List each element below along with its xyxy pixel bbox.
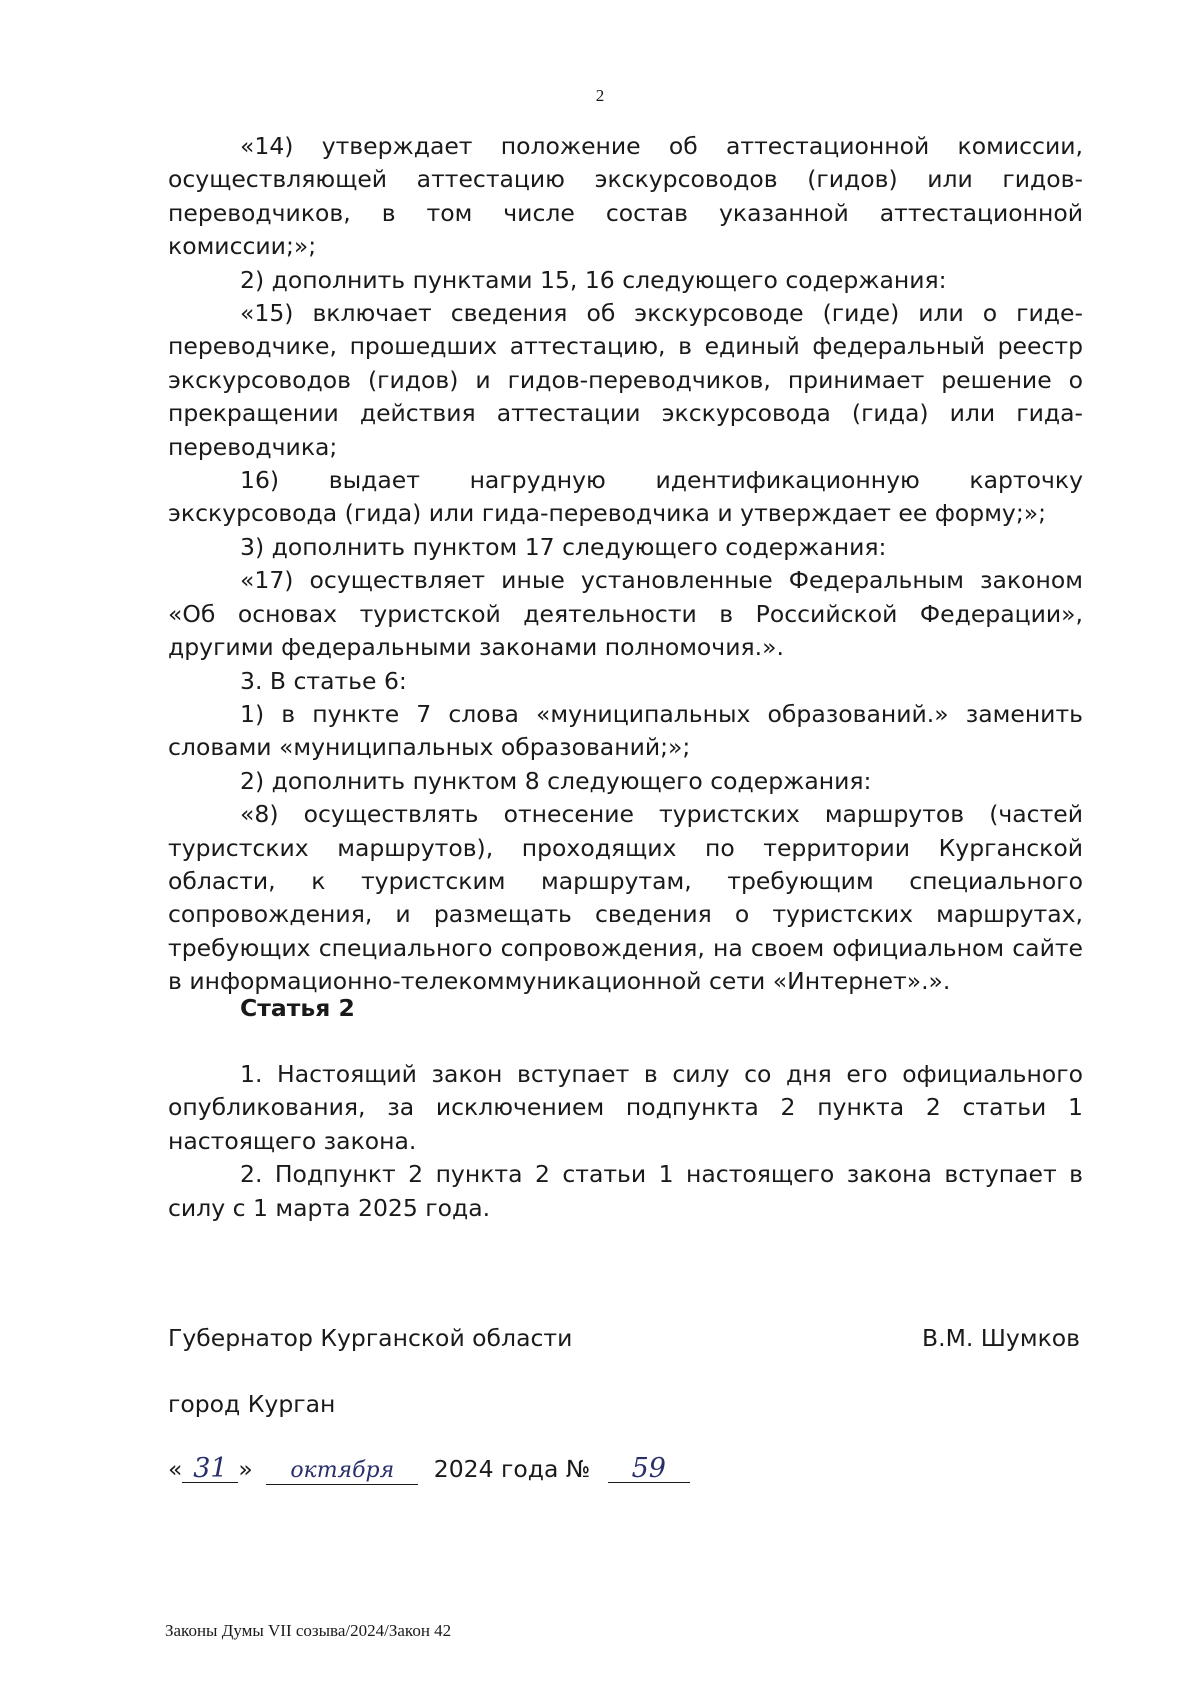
paragraph: «14) утверждает положение об аттестационной комиссии, осуществляющей аттестацию экскурсоводов (гидов) или гидов-переводчиков, в том числе состав указанной аттестационной комиссии;»; — [168, 132, 1083, 261]
paragraph: «17) осуществляет иные установленные Федеральным законом «Об основах туристской деятельности в Российской Федерации», другими федеральными законами полномочия.». — [168, 566, 1083, 662]
date-day-handwritten: 31 — [182, 1456, 238, 1483]
paragraph: 2) дополнить пунктами 15, 16 следующего содержания: — [240, 265, 947, 294]
date-line — [168, 1455, 690, 1485]
paragraph: «8) осуществлять отнесение туристских маршрутов (частей туристских маршрутов), проходящих по территории Курганской области, к туристским маршрутам, требующим специального сопровождения, и размещать сведения о туристских маршрутах, требующих специального сопровождения, на своем официальном сайте в информационно-телекоммуникационной сети «Интернет».». — [168, 800, 1083, 996]
paragraph: 1) в пункте 7 слова «муниципальных образований.» заменить словами «муниципальных образований;»; — [168, 699, 1083, 762]
amendments-section — [168, 130, 1083, 999]
article-2-section — [168, 1058, 1083, 1225]
city-line: город Курган — [168, 1390, 336, 1418]
date-month-handwritten: октября — [266, 1458, 418, 1485]
paragraph: «15) включает сведения об экскурсоводе (гиде) или о гиде-переводчике, прошедших аттестацию, в единый федеральный реестр экскурсоводов (гидов) и гидов-переводчиков, принимает решение о прекращении действия аттестации экскурсовода (гида) или гида-переводчика; — [168, 299, 1083, 461]
document-footer: Законы Думы VII созыва/2024/Закон 42 — [165, 1621, 452, 1640]
page-number: 2 — [595, 86, 605, 105]
paragraph: 1. Настоящий закон вступает в силу со дня его официального опубликования, за исключением подпункта 2 пункта 2 статьи 1 настоящего закона. — [168, 1060, 1083, 1155]
signatory-title: Губернатор Курганской области — [168, 1324, 573, 1352]
law-number-handwritten: 59 — [608, 1456, 690, 1483]
article-heading: Статья 2 — [240, 994, 355, 1022]
paragraph: 2. Подпункт 2 пункта 2 статьи 1 настоящего закона вступает в силу с 1 марта 2025 года. — [168, 1160, 1083, 1222]
paragraph: 3) дополнить пунктом 17 следующего содержания: — [240, 532, 887, 561]
date-open-quote: « — [168, 1455, 183, 1483]
date-year-label: 2024 года № — [433, 1455, 591, 1483]
paragraph: 16) выдает нагрудную идентификационную карточку экскурсовода (гида) или гида-переводчика и утверждает ее форму;»; — [168, 466, 1083, 528]
signatory-name: В.М. Шумков — [922, 1324, 1080, 1352]
paragraph: 3. В статье 6: — [240, 666, 407, 695]
paragraph: 2) дополнить пунктом 8 следующего содержания: — [240, 766, 872, 795]
date-close-quote: » — [238, 1455, 253, 1483]
